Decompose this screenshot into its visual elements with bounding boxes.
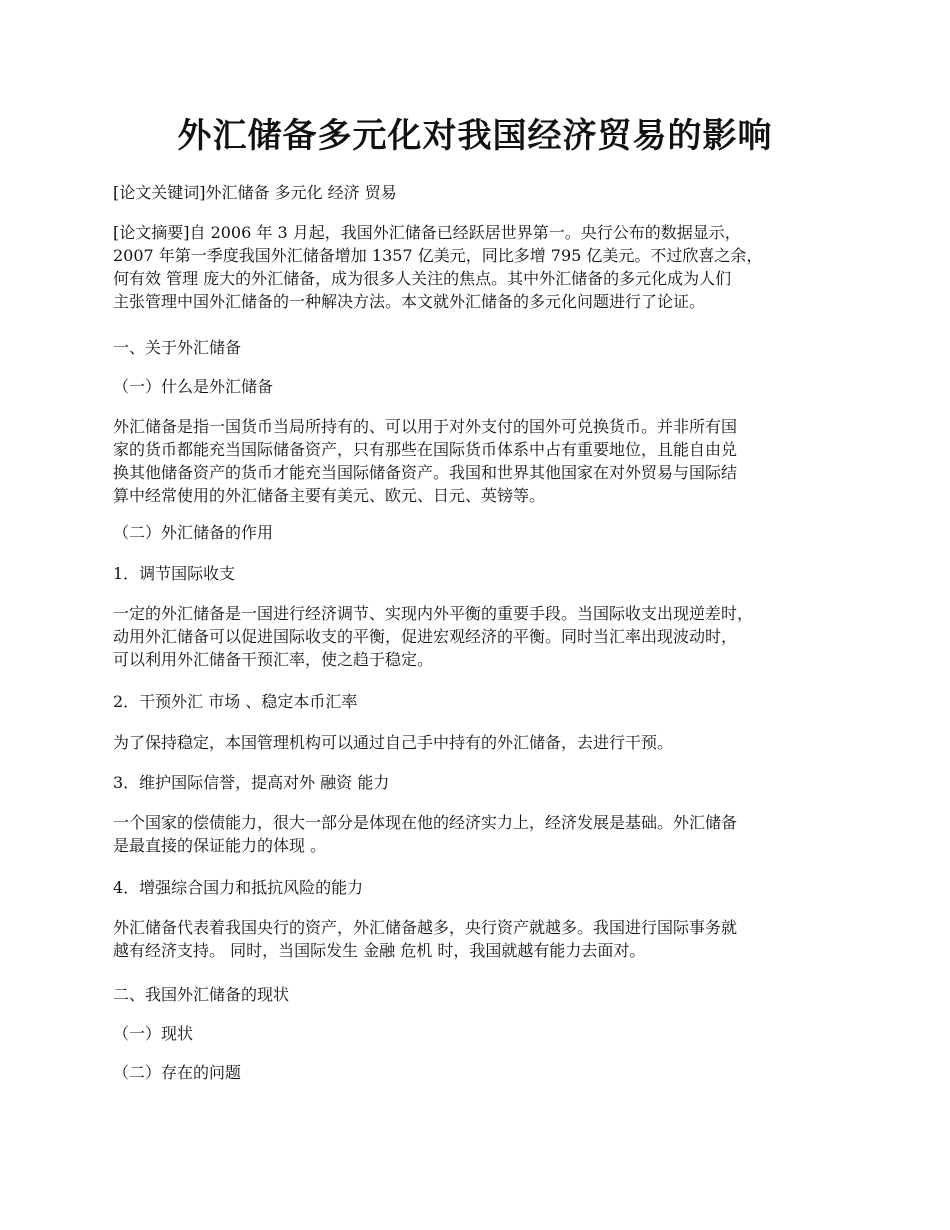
paragraph-credit <box>113 811 843 857</box>
subsection-heading-1-2: （二）外汇储备的作用 <box>113 523 274 542</box>
abstract-line: 何有效 管理 庞大的外汇储备，成为很多人关注的焦点。其中外汇储备的多元化成为人们 <box>113 269 732 288</box>
paragraph-intervene: 为了保持稳定，本国管理机构可以通过自己手中持有的外汇储备，去进行干预。 <box>113 733 674 752</box>
subsection-heading-2-2: （二）存在的问题 <box>113 1063 242 1082</box>
abstract-line: 2007 年第一季度我国外汇储备增加 1357 亿美元，同比多增 795 亿美元。不过欣喜之余， <box>113 246 763 265</box>
paragraph-line: 换其他储备资产的货币才能充当国际储备资产。我国和世界其他国家在对外贸易与国际结 <box>113 463 738 482</box>
document-title: 外汇储备多元化对我国经济贸易的影响 <box>177 116 773 156</box>
paragraph-definition <box>113 415 843 507</box>
paragraph-line: 外汇储备代表着我国央行的资产，外汇储备越多，央行资产就越多。我国进行国际事务就 <box>113 918 738 937</box>
paragraph-line: 一定的外汇储备是一国进行经济调节、实现内外平衡的重要手段。当国际收支出现逆差时， <box>113 604 754 623</box>
item-heading-3: 3．维护国际信誉，提高对外 融资 能力 <box>113 773 390 792</box>
paragraph-line: 是最直接的保证能力的体现 。 <box>113 836 327 855</box>
abstract-line: [论文摘要]自 2006 年 3 月起，我国外汇储备已经跃居世界第一。央行公布的数据显示， <box>113 223 741 242</box>
abstract-paragraph <box>113 221 843 313</box>
paragraph-line: 一个国家的偿债能力，很大一部分是体现在他的经济实力上，经济发展是基础。外汇储备 <box>113 813 738 832</box>
item-heading-1: 1．调节国际收支 <box>113 564 236 583</box>
paragraph-line: 可以利用外汇储备干预汇率，使之趋于稳定。 <box>113 650 434 669</box>
item-heading-2: 2．干预外汇 市场 、稳定本币汇率 <box>113 692 358 711</box>
paragraph-balance <box>113 602 843 671</box>
subsection-heading-1-1: （一）什么是外汇储备 <box>113 377 274 396</box>
paragraph-line: 家的货币都能充当国际储备资产，只有那些在国际货币体系中占有重要地位，且能自由兑 <box>113 440 738 459</box>
item-heading-4: 4．增强综合国力和抵抗风险的能力 <box>113 878 364 897</box>
paragraph-line: 外汇储备是指一国货币当局所持有的、可以用于对外支付的国外可兑换货币。并非所有国 <box>113 417 738 436</box>
section-heading-2: 二、我国外汇储备的现状 <box>113 985 290 1004</box>
paragraph-line: 动用外汇储备可以促进国际收支的平衡，促进宏观经济的平衡。同时当汇率出现波动时， <box>113 627 738 646</box>
section-heading-1: 一、关于外汇储备 <box>113 338 242 357</box>
paragraph-line: 算中经常使用的外汇储备主要有美元、欧元、日元、英镑等。 <box>113 486 546 505</box>
paragraph-strength <box>113 916 843 962</box>
paragraph-line: 越有经济支持。 同时，当国际发生 金融 危机 时，我国就越有能力去面对。 <box>113 941 646 960</box>
abstract-line: 主张管理中国外汇储备的一种解决方法。本文就外汇储备的多元化问题进行了论证。 <box>113 292 706 311</box>
keywords-line: [论文关键词]外汇储备 多元化 经济 贸易 <box>113 183 397 202</box>
subsection-heading-2-1: （一）现状 <box>113 1024 194 1043</box>
